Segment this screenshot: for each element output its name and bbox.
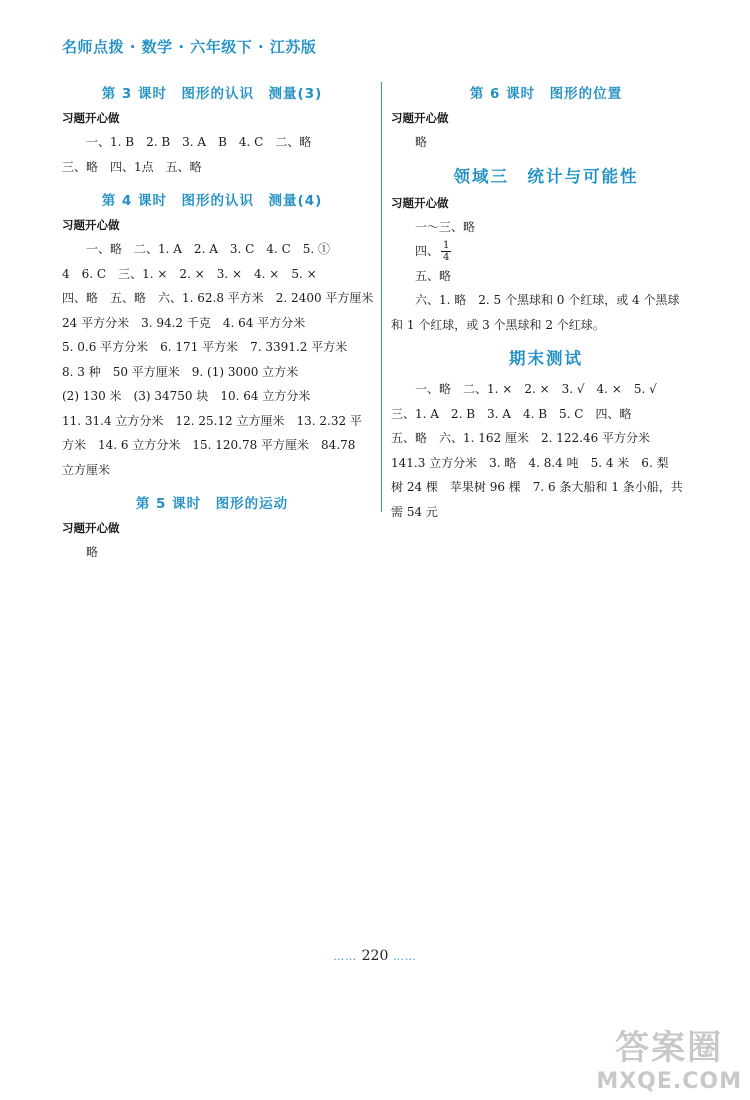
- answer-line: 一、略 二、1. A 2. A 3. C 4. C 5. ①: [86, 242, 331, 256]
- answer-line: 一、略 二、1. × 2. × 3. √ 4. × 5. √: [415, 382, 657, 396]
- answer-line: 5. 0.6 平方分米 6. 171 平方米 7. 3391.2 平方米: [62, 340, 348, 354]
- footer-dots-right: ……: [392, 950, 417, 963]
- answer-line: 立方厘米: [62, 462, 111, 477]
- answer-line: 五、略: [415, 268, 452, 283]
- answer-line: 141.3 立方分米 3. 略 4. 8.4 吨 5. 4 米 6. 梨: [391, 455, 669, 470]
- watermark-logo-text: 答案圈: [615, 1028, 724, 1068]
- answer-line: 和 1 个红球，或 3 个黑球和 2 个红球。: [391, 317, 605, 332]
- answer-prefix: 四、: [415, 244, 440, 258]
- answer-line: 略: [86, 545, 99, 559]
- answer-line: 三、1. A 2. B 3. A 4. B 5. C 四、略: [391, 406, 632, 421]
- right-column: [391, 72, 701, 524]
- fraction: [441, 240, 451, 263]
- answer-line: 略: [415, 135, 428, 149]
- answer-line-fraction: [391, 239, 701, 264]
- domain-3-title: 领域三 统计与可能性: [453, 166, 639, 186]
- answer-line: 六、1. 略 2. 5 个黑球和 0 个红球，或 4 个黑球: [415, 293, 680, 307]
- answer-line: (2) 130 米 (3) 34750 块 10. 64 立方分米: [62, 389, 311, 403]
- fraction-denominator: 4: [443, 252, 450, 263]
- footer-dots-left: ……: [333, 950, 358, 963]
- watermark-url: MXQE.COM: [596, 1069, 742, 1094]
- answer-line: 五、略 六、1. 162 厘米 2. 122.46 平方分米: [391, 431, 651, 445]
- page-footer: [0, 948, 750, 964]
- answer-line: 8. 3 种 50 平方厘米 9. (1) 3000 立方米: [62, 364, 299, 379]
- page-number: 220: [361, 948, 389, 964]
- answer-line: 一、1. B 2. B 3. A B 4. C 二、略: [86, 135, 312, 149]
- answer-line: 方米 14. 6 立方分米 15. 120.78 平方厘米 84.78: [62, 438, 356, 452]
- column-divider: [381, 82, 382, 512]
- lesson-3-subheading: 习题开心做: [62, 111, 120, 125]
- answer-line: 三、略 四、1点 五、略: [62, 159, 202, 174]
- answer-line: 四、略 五、略 六、1. 62.8 平方米 2. 2400 平方厘米: [62, 291, 374, 305]
- lesson-6-title: 第 6 课时 图形的位置: [469, 86, 623, 102]
- domain-3-subheading: 习题开心做: [391, 195, 449, 210]
- answer-line: 24 平方分米 3. 94.2 千克 4. 64 平方分米: [62, 315, 306, 330]
- answer-line: 11. 31.4 立方分米 12. 25.12 立方厘米 13. 2.32 平: [62, 413, 362, 428]
- answer-line: 树 24 棵 苹果树 96 棵 7. 6 条大船和 1 条小船，共: [391, 480, 683, 494]
- lesson-3-title: 第 3 课时 图形的认识 测量(3): [101, 86, 323, 102]
- fraction-numerator: 1: [443, 240, 450, 251]
- lesson-4-title: 第 4 课时 图形的认识 测量(4): [101, 193, 323, 209]
- site-watermark: [596, 1020, 742, 1094]
- lesson-4-subheading: 习题开心做: [62, 218, 120, 232]
- answer-line: 一～三、略: [415, 219, 476, 234]
- book-header: 名师点拨 · 数学 · 六年级下 · 江苏版: [62, 38, 317, 56]
- lesson-5-title: 第 5 课时 图形的运动: [135, 496, 289, 512]
- lesson-5-subheading: 习题开心做: [62, 521, 120, 535]
- lesson-6-subheading: 习题开心做: [391, 111, 449, 125]
- answer-line: 4 6. C 三、1. × 2. × 3. × 4. × 5. ×: [62, 266, 317, 281]
- answer-line: 需 54 元: [391, 504, 438, 519]
- final-test-title: 期末测试: [509, 349, 583, 368]
- left-column: [62, 72, 374, 565]
